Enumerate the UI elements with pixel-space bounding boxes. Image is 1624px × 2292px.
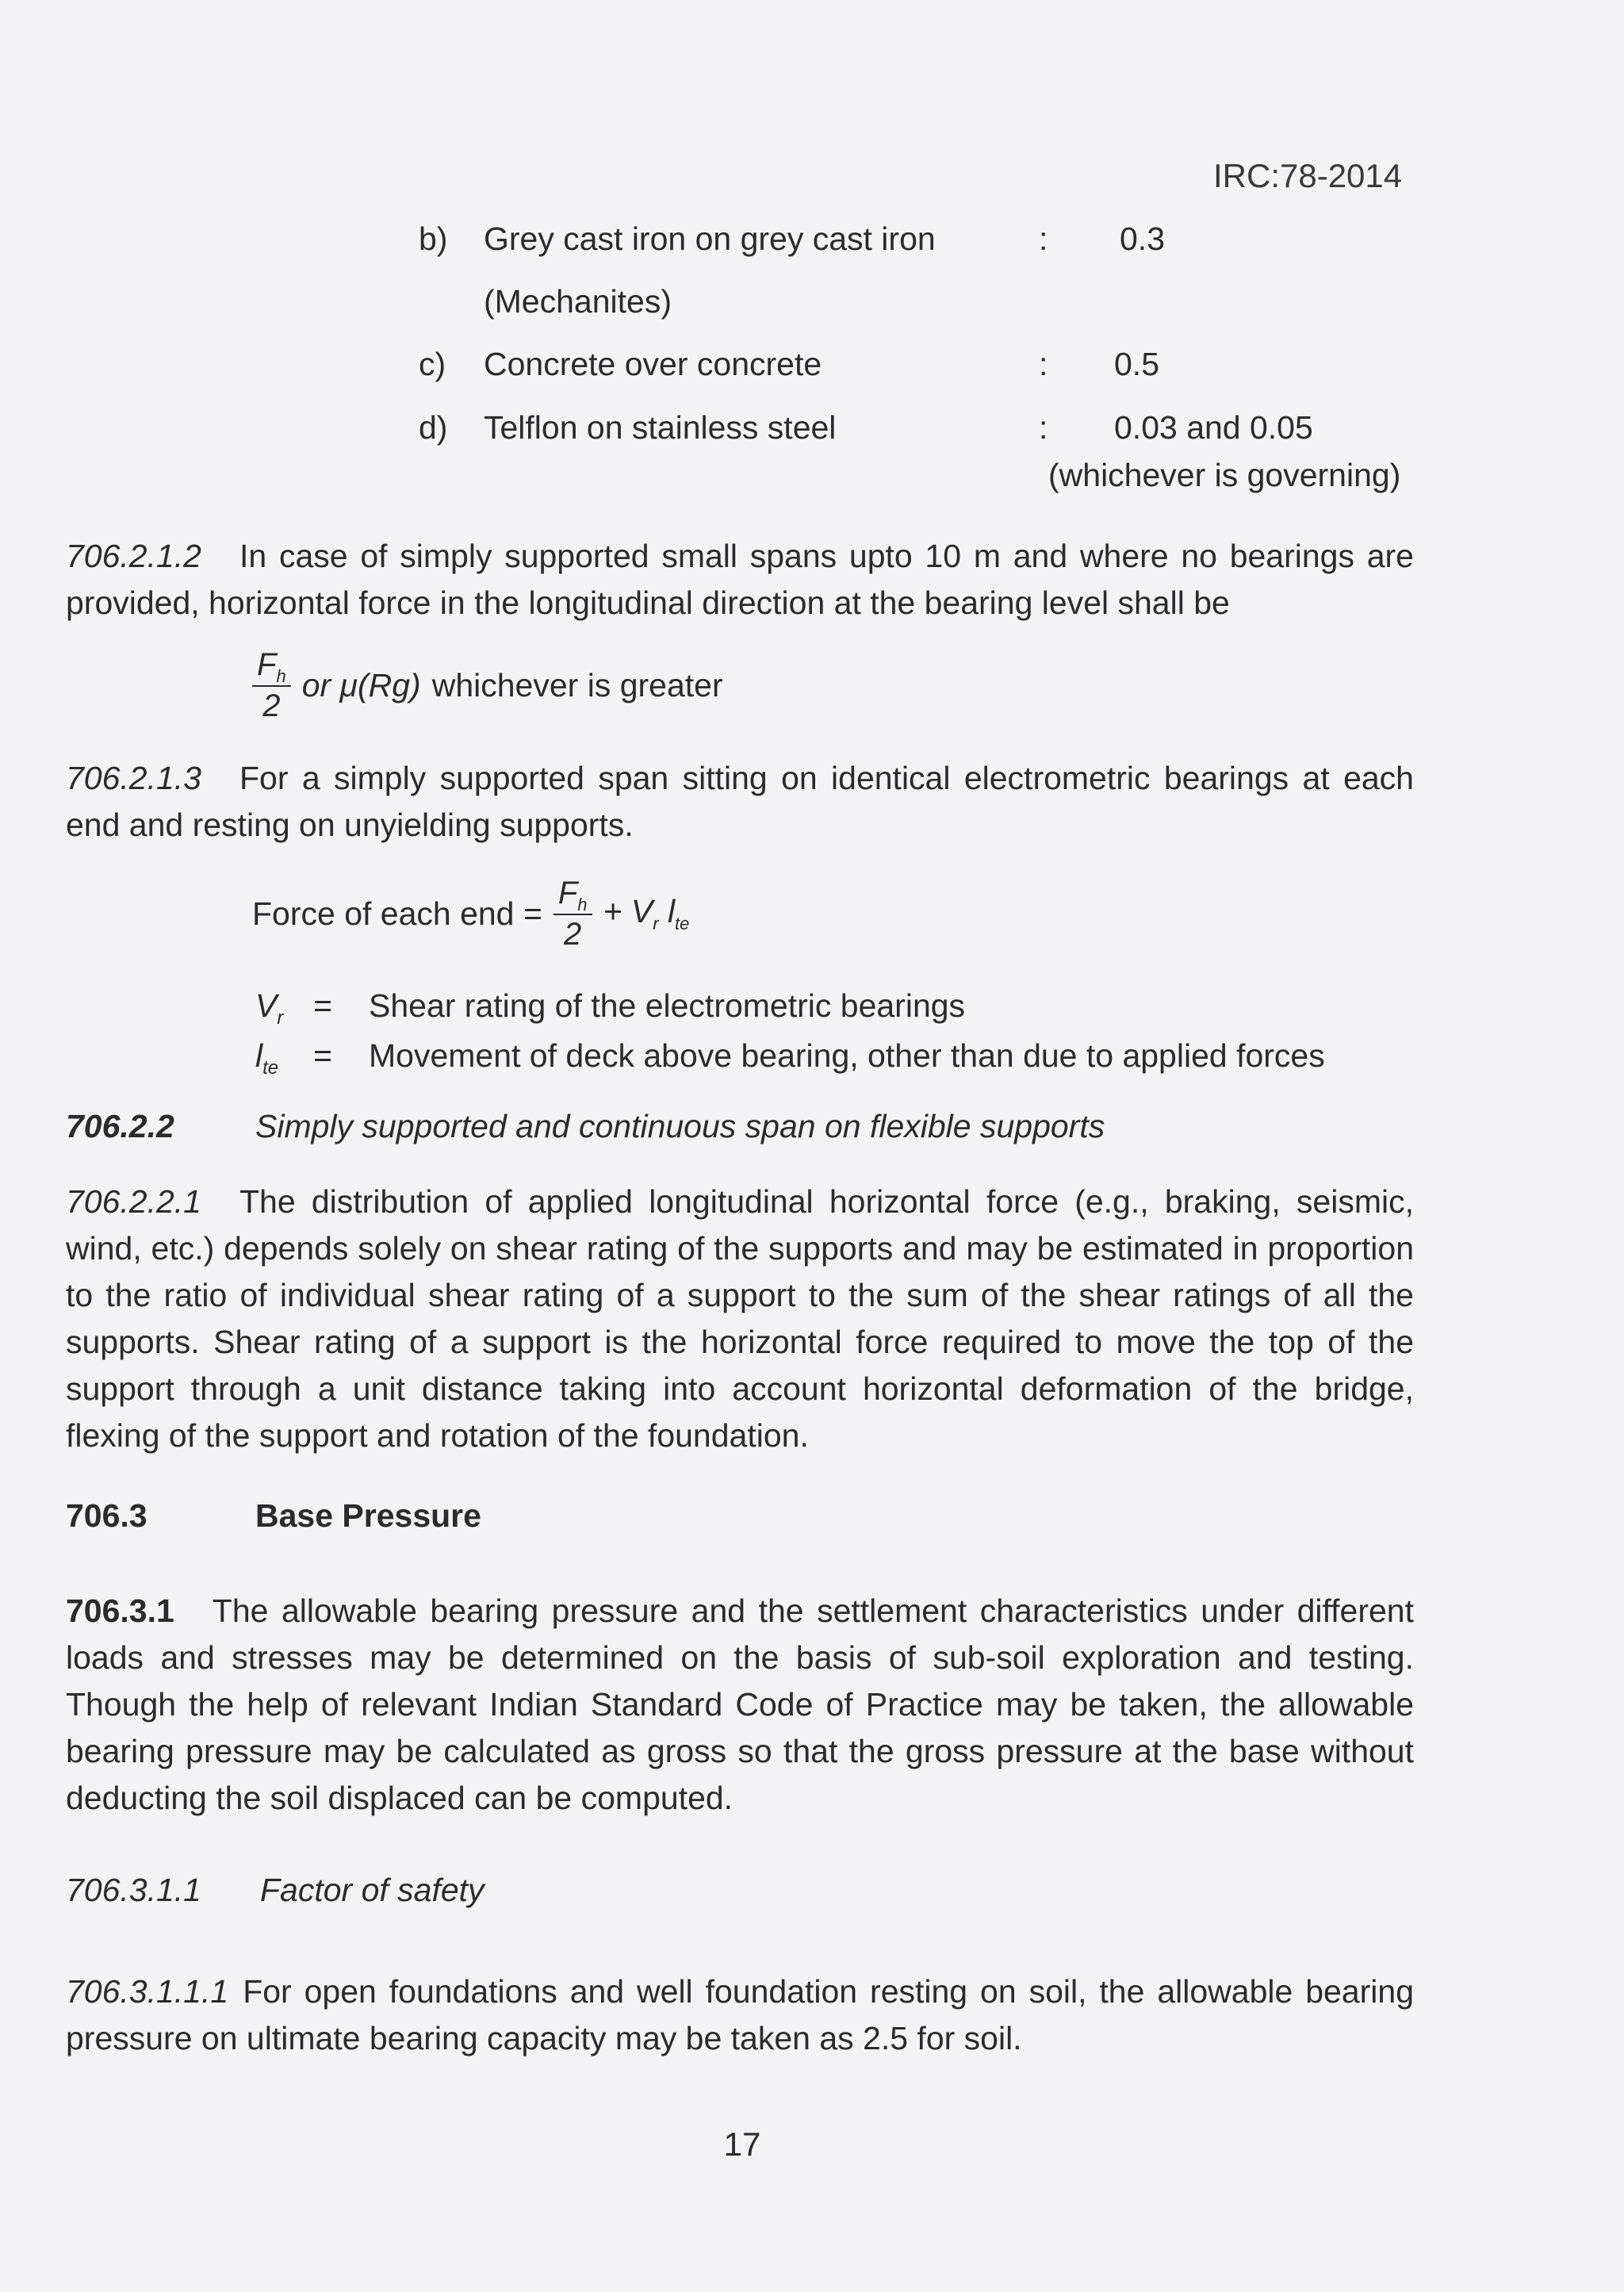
clause-text: For a simply supported span sitting on identical electrometric bearings at each end and resting on unyielding supports. [66, 760, 1414, 843]
paragraph-706-2-1-2 [66, 533, 1414, 627]
fraction [252, 649, 291, 722]
equation-suffix: + $V_r$ $l_{te}$ [603, 892, 690, 934]
definition-symbol: $V_r$ [255, 987, 284, 1029]
list-item-value-note: (whichever is governing) [1048, 457, 1401, 493]
section-title: Base Pressure [255, 1497, 481, 1534]
section-number: 706.2.2 [66, 1108, 174, 1144]
definition-text: Movement of deck above bearing, other than due to applied forces [369, 1037, 1325, 1074]
fraction [553, 877, 592, 950]
section-number: 706.3 [66, 1497, 147, 1534]
definition-equals: = [313, 987, 332, 1024]
list-item-colon: : [1039, 220, 1048, 257]
definition-text: Shear rating of the electrometric bearings [369, 987, 966, 1024]
list-item-text: Telflon on stainless steel [484, 409, 837, 446]
clause-text: The allowable bearing pressure and the settlement characteristics under different loads and stresses may be determined on the basis of sub-soil exploration and testing. Though the help of relevant Indian Standard Code of Practice may be taken, the allowable bearing pressure may be calculated as gross so that the gross pressure at the base without deducting the soil displaced can be computed. [66, 1593, 1414, 1816]
fraction-denominator: 2 [564, 917, 582, 952]
list-item-colon: : [1039, 409, 1048, 446]
equation-force-each-end [252, 877, 689, 950]
paragraph-706-2-1-3 [66, 755, 1414, 849]
paragraph-706-2-2-1 [66, 1179, 1414, 1459]
list-item-value: 0.5 [1114, 346, 1159, 382]
list-item-text: Concrete over concrete [484, 346, 822, 382]
document-code: IRC:78-2014 [1213, 157, 1403, 194]
list-item-letter: b) [419, 220, 448, 257]
equation-tail: whichever is greater [431, 666, 723, 703]
section-title: Simply supported and continuous span on flexible supports [255, 1108, 1105, 1144]
clause-text: For open foundations and well foundation resting on soil, the allowable bearing pressure on ultimate bearing capacity may be taken as 2.5 for soil. [66, 1973, 1414, 2056]
clause-number: 706.2.1.3 [66, 760, 201, 796]
definition-symbol: $l_{te}$ [255, 1037, 279, 1079]
clause-number: 706.3.1 [66, 1593, 174, 1629]
equation-prefix: Force of each end = [252, 895, 542, 932]
clause-text: In case of simply supported small spans upto 10 m and where no bearings are provided, horizontal force in the longitudinal direction at the bearing level shall be [66, 538, 1414, 621]
fraction-denominator: 2 [262, 688, 281, 723]
page-number: 17 [723, 2125, 761, 2163]
fraction-numerator: F [257, 647, 277, 682]
paragraph-706-3-1-1-1 [66, 1968, 1414, 2062]
equation-middle: or μ(Rg) [301, 666, 421, 703]
list-item-text: Grey cast iron on grey cast iron [484, 220, 936, 257]
definition-equals: = [313, 1037, 332, 1074]
equation-horizontal-force [252, 649, 723, 722]
section-number: 706.3.1.1 [66, 1872, 201, 1908]
clause-number: 706.2.1.2 [66, 538, 201, 574]
list-item-colon: : [1039, 346, 1048, 382]
fraction-numerator-sub: h [577, 895, 588, 914]
list-item-letter: d) [419, 409, 448, 446]
list-item-letter: c) [419, 346, 446, 382]
clause-number: 706.2.2.1 [66, 1183, 201, 1220]
list-item-value: 0.3 [1120, 220, 1165, 257]
paragraph-706-3-1 [66, 1588, 1414, 1822]
list-item-text-cont: (Mechanites) [484, 283, 672, 320]
clause-text: The distribution of applied longitudinal horizontal force (e.g., braking, seismic, wind, etc.) depends solely on shear rating of the supports and may be estimated in proportion to the ratio of individual shear rating of a support to the sum of the shear ratings of all the supports. Shear rating of a support is the horizontal force required to move the top of the support through a unit distance taking into account horizontal deformation of the bridge, flexing of the support and rotation of the foundation. [66, 1183, 1414, 1454]
section-title: Factor of safety [260, 1872, 485, 1908]
list-item-value: 0.03 and 0.05 [1114, 409, 1313, 446]
fraction-numerator: F [557, 876, 578, 910]
clause-number: 706.3.1.1.1 [66, 1973, 229, 2010]
fraction-numerator-sub: h [276, 666, 286, 686]
